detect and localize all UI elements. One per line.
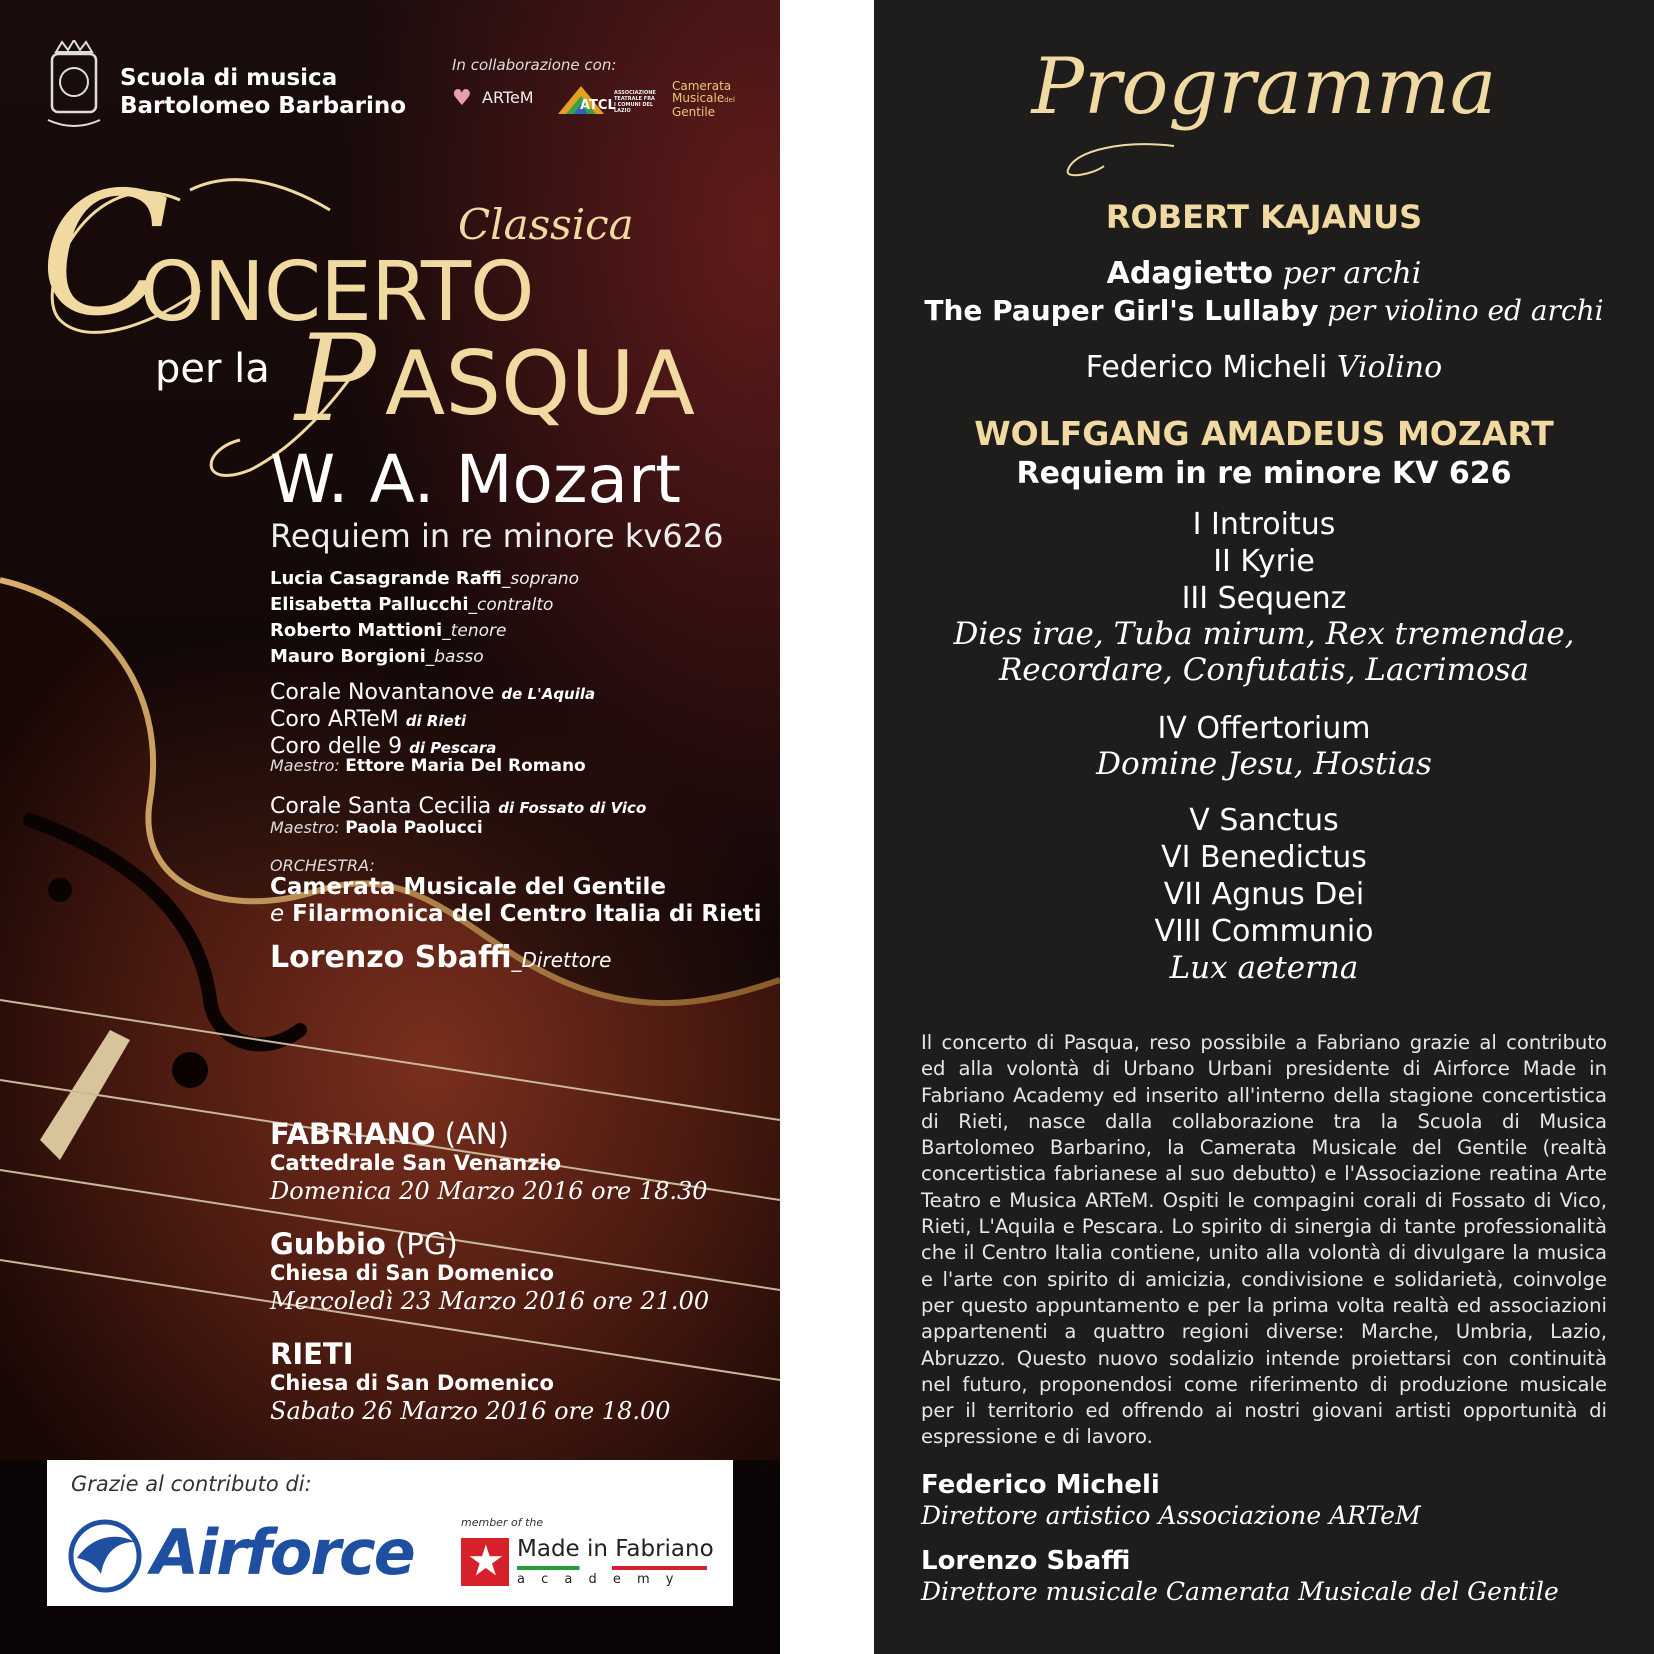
choir-2 <box>270 794 646 821</box>
per-la: per la <box>155 346 270 392</box>
partner-artem: ARTeM <box>482 88 534 107</box>
orchestra-label: ORCHESTRA: <box>270 856 375 875</box>
member-label: member of the <box>461 1516 544 1529</box>
maestro-2-name: Paola Paolucci <box>345 818 483 838</box>
date-when: Domenica 20 Marzo 2016 ore 18.30 <box>270 1177 708 1205</box>
maestro-2-label: Maestro: <box>270 818 340 837</box>
concert-dates <box>270 1118 770 1448</box>
school-crest-icon <box>42 40 106 132</box>
director-name: Lorenzo Sbaffi <box>270 940 512 975</box>
poster-back <box>874 0 1654 1654</box>
date-city-line <box>270 1228 770 1260</box>
movement: III Sequenz <box>1181 581 1347 616</box>
soloist-role: _contralto <box>468 595 554 615</box>
work-1a-sub: per archi <box>1282 256 1422 291</box>
school-line1: Scuola di musica <box>120 65 338 91</box>
work-1b-title: The Pauper Girl's Lullaby <box>924 294 1319 327</box>
choir-row <box>270 680 595 707</box>
collab-label: In collaborazione con: <box>452 56 617 74</box>
signature-title: Direttore artistico Associazione ARTeM <box>921 1501 1421 1530</box>
movement: VII Agnus Dei <box>1163 877 1365 912</box>
signatures <box>921 1470 1621 1622</box>
concerto-title: ONCERTO <box>140 245 534 340</box>
choir-name: Coro ARTeM <box>270 707 399 732</box>
work-1a <box>874 256 1654 291</box>
sponsor-box <box>47 1460 733 1606</box>
date-city: FABRIANO <box>270 1117 436 1151</box>
camerata-line1: Camerata <box>672 79 732 93</box>
movement: VIII Communio <box>1154 914 1374 949</box>
date-city: RIETI <box>270 1337 354 1371</box>
soloist-name: Roberto Mattioni <box>270 620 443 641</box>
pasqua-title: ASQUA <box>385 332 695 435</box>
partner-camerata <box>672 80 735 118</box>
sequenz-sub-2: Recordare, Confutatis, Lacrimosa <box>998 652 1530 688</box>
camerata-del: del <box>724 96 735 104</box>
school-line2: Bartolomeo Barbarino <box>120 93 407 119</box>
work-1a-title: Adagietto <box>1106 256 1273 291</box>
artem-logo-icon: ♥ <box>452 86 472 111</box>
movement: I Introitus <box>1192 507 1336 542</box>
mif-name: Made in Fabriano <box>517 1536 714 1562</box>
school-name <box>120 64 406 120</box>
orchestra-names <box>270 874 761 928</box>
composer-name: W. A. Mozart <box>270 441 682 518</box>
soloist-role: _tenore <box>442 621 507 641</box>
signature-title: Direttore musicale Camerata Musicale del Gentile <box>921 1577 1559 1606</box>
soloist-row <box>270 566 579 592</box>
date-province: (AN) <box>444 1117 509 1151</box>
soloist-role: _basso <box>425 647 484 667</box>
work-1b <box>874 294 1654 327</box>
movement-offertorium: IV Offertorium <box>1157 711 1371 746</box>
sponsor-label: Grazie al contributo di: <box>71 1472 312 1496</box>
work-1b-sub: per violino ed archi <box>1327 294 1604 327</box>
choirs-list <box>270 680 595 761</box>
composer-2: WOLFGANG AMADEUS MOZART <box>974 414 1554 453</box>
signature-block <box>921 1470 1621 1532</box>
pasqua-initial: P <box>295 310 376 449</box>
maestro-1-name: Ettore Maria Del Romano <box>345 756 586 776</box>
choir-name: Corale Novantanove <box>270 680 495 705</box>
date-block <box>270 1118 770 1206</box>
programma-title: Programma <box>1031 42 1497 132</box>
choir-place: di Rieti <box>405 712 467 730</box>
partner-logos <box>452 79 780 120</box>
soloist-row <box>270 592 579 618</box>
choir-2-name: Corale Santa Cecilia <box>270 794 492 819</box>
soloist-row <box>270 644 579 670</box>
camerata-line2 <box>672 92 735 106</box>
soloist-role: _soprano <box>501 569 580 589</box>
partner-atcl: ATCL <box>580 98 616 113</box>
mif-star-icon: ★ <box>461 1538 509 1586</box>
signature-block <box>921 1546 1621 1608</box>
airforce-logo-text: Airforce <box>151 1516 414 1589</box>
maestro-1 <box>270 756 586 776</box>
date-city-line <box>270 1118 770 1150</box>
orchestra-line2 <box>270 901 761 928</box>
composer-1: ROBERT KAJANUS <box>1105 198 1423 236</box>
date-when: Sabato 26 Marzo 2016 ore 18.00 <box>270 1397 671 1425</box>
soloist-name: Lucia Casagrande Raffi <box>270 568 502 589</box>
date-block <box>270 1338 770 1426</box>
camerata-line2-text: Musicale <box>672 91 725 105</box>
choir-place: de L'Aquila <box>501 685 596 703</box>
work-2: Requiem in re minore KV 626 <box>1016 456 1512 491</box>
description-text: Il concerto di Pasqua, reso possibile a Fabriano grazie al contributo ed alla volontà di Urbano Urbani presidente di Airforce Made in Fabriano Academy ed inserito all'interno della stagione concertistica di Rieti, nasce dalla collaborazione tra la Scuola di Musica Bartolomeo Barbarino, la Camerata Musicale del Gentile (realtà concertistica fabrianese al suo debutto) e l'Associazione reatina Arte Teatro e Musica ARTeM. Ospiti le compagini corali di Fossato di Vico, Rieti, L'Aquila e Pescara. Lo spirito di sinergia di tante professionalità che il Centro Italia contiene, unito alla volontà di divulgare la musica e l'arte con spirito di amicizia, condivisione e solidarietà, coinvolge per questo appuntamento e per la prima volta realtà ed associazioni appartenenti a quattro regioni diverse: Marche, Umbria, Lazio, Abruzzo. Questo nuovo sodalizio intende proiettarsi con continuità nel futuro, proponendosi come riferimento di produzione musicale per il territorio ed offrendo ai nostri giovani artisti opportunità di espressione e di lavoro. <box>921 1031 1607 1449</box>
airforce-logo-icon <box>67 1518 143 1594</box>
choir-row <box>270 707 595 734</box>
signature-name: Federico Micheli <box>921 1470 1160 1500</box>
date-when: Mercoledì 23 Marzo 2016 ore 21.00 <box>270 1287 710 1315</box>
communio-sub: Lux aeterna <box>1169 950 1359 986</box>
choir-2-place: di Fossato di Vico <box>498 799 647 817</box>
mif-flag-bar <box>517 1566 707 1570</box>
choir-name: Coro delle 9 <box>270 734 403 759</box>
director <box>270 940 611 975</box>
choir-place: di Pescara <box>409 739 497 757</box>
movements-group-1 <box>874 506 1654 617</box>
movement: V Sanctus <box>1189 803 1339 838</box>
date-city: Gubbio <box>270 1227 386 1261</box>
soloist-name: Mauro Borgioni <box>270 646 426 667</box>
director-role: _Direttore <box>511 948 612 972</box>
maestro-1-label: Maestro: <box>270 756 340 775</box>
soloist-name: Elisabetta Pallucchi <box>270 594 469 615</box>
date-venue: Chiesa di San Domenico <box>270 1371 554 1395</box>
maestro-2 <box>270 818 483 838</box>
programma-flourish <box>1064 140 1184 180</box>
movements-group-2 <box>874 802 1654 950</box>
soloist-row <box>270 618 579 644</box>
movement: VI Benedictus <box>1161 840 1367 875</box>
orchestra-line2-text: Filarmonica del Centro Italia di Rieti <box>292 901 762 927</box>
orchestra-line1: Camerata Musicale del Gentile <box>270 874 666 900</box>
poster-front <box>0 0 780 1654</box>
orchestra-e: e <box>270 901 285 927</box>
date-block <box>270 1228 770 1316</box>
signature-name: Lorenzo Sbaffi <box>921 1546 1131 1576</box>
soloist-name: Federico Micheli <box>1085 350 1328 385</box>
date-city-line <box>270 1338 770 1370</box>
mif-academy: a c a d e m y <box>517 1572 680 1587</box>
classica-label: Classica <box>458 200 634 249</box>
work-title: Requiem in re minore kv626 <box>270 517 724 555</box>
offertorium-sub: Domine Jesu, Hostias <box>1096 746 1432 782</box>
concerto-initial: C <box>40 156 171 354</box>
date-venue: Chiesa di San Domenico <box>270 1261 554 1285</box>
date-venue: Cattedrale San Venanzio <box>270 1151 562 1175</box>
sequenz-sub-1: Dies irae, Tuba mirum, Rex tremendae, <box>953 616 1575 652</box>
partner-atcl-sub: ASSOCIAZIONE TEATRALE FRA I COMUNI DEL LAZIO <box>614 90 656 114</box>
soloist-instrument: Violino <box>1336 350 1443 385</box>
movement: II Kyrie <box>1213 544 1315 579</box>
soloist-line <box>874 350 1654 385</box>
camerata-line3: Gentile <box>672 105 716 119</box>
soloists-list <box>270 566 579 670</box>
date-province: (PG) <box>395 1227 458 1261</box>
